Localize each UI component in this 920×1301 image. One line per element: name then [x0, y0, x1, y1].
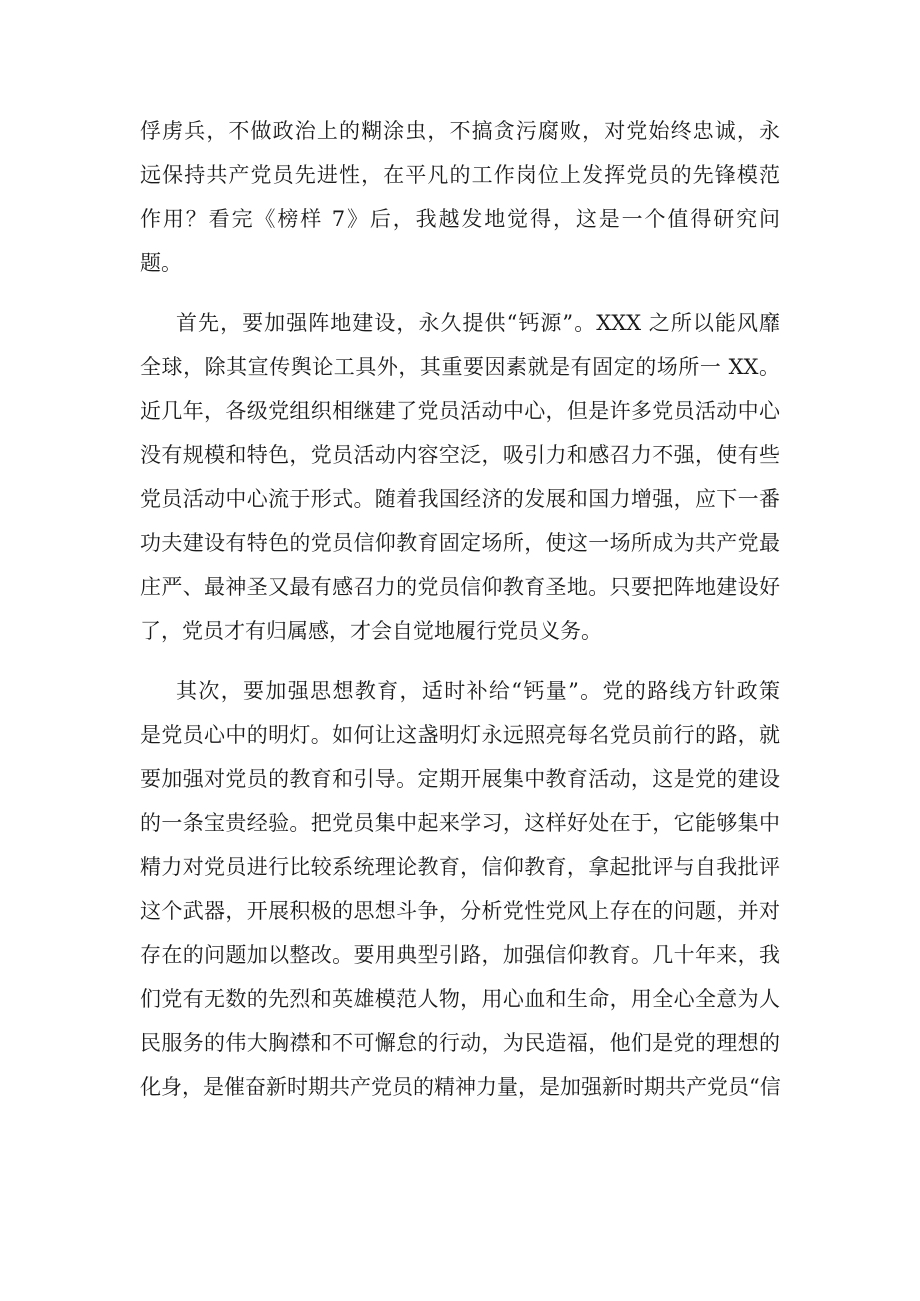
- text-line: 作用？看完《榜样 7》后，我越发地觉得，这是一个值得研究问: [140, 207, 780, 231]
- text-line: 远保持共产党员先进性，在平凡的工作岗位上发挥党员的先锋模范: [140, 163, 780, 187]
- text-line: 是党员心中的明灯。如何让这盏明灯永远照亮每名党员前行的路，就: [140, 723, 780, 747]
- text-line: 没有规模和特色，党员活动内容空泛，吸引力和感召力不强，使有些: [140, 443, 780, 467]
- text-line: 全球，除其宣传舆论工具外，其重要因素就是有固定的场所一 XX。: [140, 355, 780, 379]
- text-line: 精力对党员进行比较系统理论教育，信仰教育，拿起批评与自我批评: [140, 855, 780, 879]
- text-line: 化身，是催奋新时期共产党员的精神力量，是加强新时期共产党员“信: [140, 1075, 781, 1099]
- text-line: 民服务的伟大胸襟和不可懈怠的行动，为民造福，他们是党的理想的: [140, 1031, 780, 1055]
- text-line: 近几年，各级党组织相继建了党员活动中心，但是许多党员活动中心: [140, 399, 780, 423]
- text-line: 这个武器，开展积极的思想斗争，分析党性党风上存在的问题，并对: [140, 899, 780, 923]
- text-line: 功夫建设有特色的党员信仰教育固定场所，使这一场所成为共产党最: [140, 531, 780, 555]
- text-line: 的一条宝贵经验。把党员集中起来学习，这样好处在于，它能够集中: [140, 811, 780, 835]
- text-line: 庄严、最神圣又最有感召力的党员信仰教育圣地。只要把阵地建设好: [140, 575, 780, 599]
- text-line: 要加强对党员的教育和引导。定期开展集中教育活动，这是党的建设: [140, 767, 780, 791]
- text-line: 们党有无数的先烈和英雄模范人物，用心血和生命，用全心全意为人: [140, 987, 780, 1011]
- text-line: 存在的问题加以整改。要用典型引路，加强信仰教育。几十年来，我: [140, 943, 780, 967]
- text-line: 题。: [140, 251, 182, 275]
- paragraph-first-line: 首先，要加强阵地建设，永久提供“钙源”。XXX 之所以能风靡: [176, 311, 780, 335]
- text-line: 党员活动中心流于形式。随着我国经济的发展和国力增强，应下一番: [140, 487, 780, 511]
- text-line: 俘虏兵，不做政治上的糊涂虫，不搞贪污腐败，对党始终忠诚，永: [140, 119, 780, 143]
- text-line: 了，党员才有归属感，才会自觉地履行党员义务。: [140, 619, 602, 643]
- paragraph-first-line: 其次，要加强思想教育，适时补给“钙量”。党的路线方针政策: [176, 679, 780, 703]
